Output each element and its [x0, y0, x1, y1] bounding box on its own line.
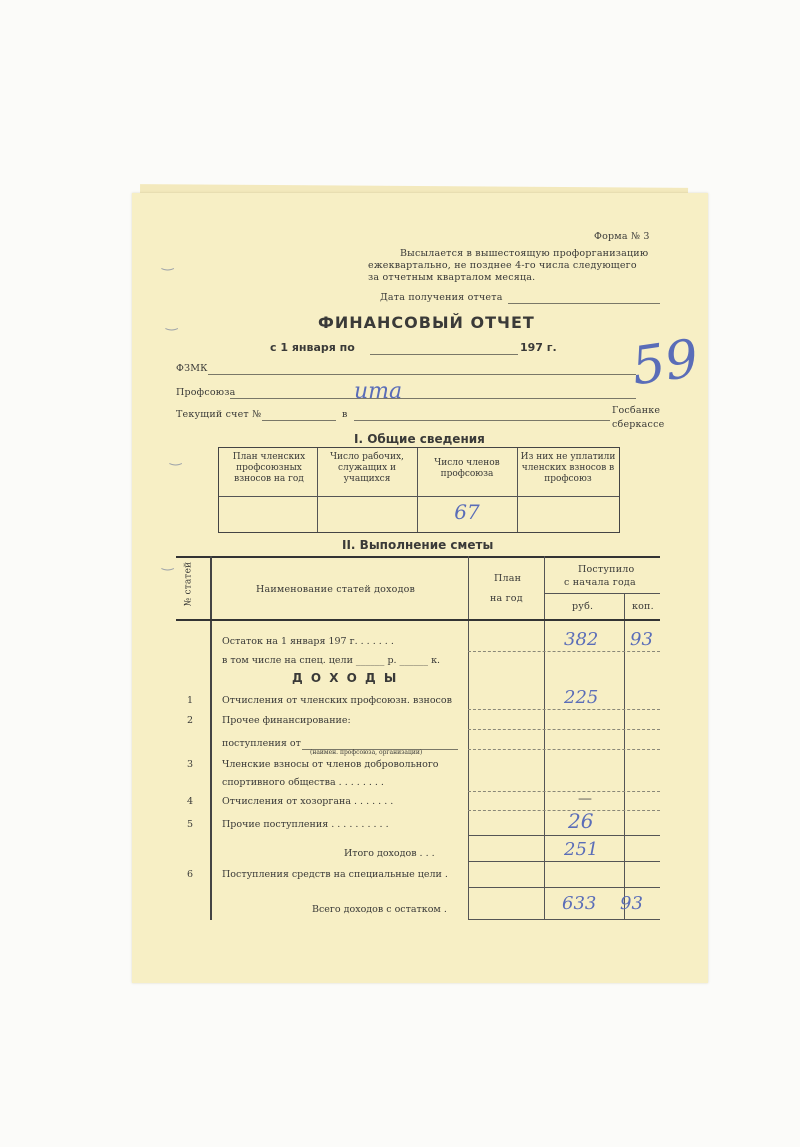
row-1-num: 1 [187, 695, 194, 706]
row-rule [468, 749, 660, 750]
row-subtotal: Итого доходов . . . [344, 848, 435, 859]
s2-col-plan-2: на год [490, 593, 523, 604]
s2-subheader-line [544, 593, 660, 594]
binder-hole-mark: ‿ [162, 555, 174, 571]
row-5: Прочие поступления . . . . . . . . . . [222, 819, 389, 830]
row-rule [468, 651, 660, 652]
row-rule [468, 861, 660, 862]
section2-title: II. Выполнение сметы [342, 538, 494, 552]
corner-handwritten-mark: 59 [628, 328, 703, 398]
row-1-rub: 225 [564, 687, 599, 708]
row-balance-rub: 382 [564, 629, 599, 650]
section1-table [218, 447, 620, 533]
binder-hole-mark: ‿ [170, 450, 182, 466]
row-3: Членские взносы от членов добровольного [222, 759, 439, 770]
s1-header-members: Число членов профсоюза [434, 458, 500, 479]
account-in: в [342, 409, 348, 420]
s2-num-col [210, 556, 212, 920]
row-total-kop: 93 [620, 893, 643, 914]
fzmk-line [208, 374, 636, 375]
union-label: Профсоюза [176, 387, 236, 398]
row-rule [468, 835, 660, 836]
row-3-num: 3 [187, 759, 194, 770]
row-6-num: 6 [187, 869, 194, 880]
s2-col-num: № статей [183, 561, 194, 607]
s1-value-members: 67 [454, 500, 480, 524]
s1-header-unpaid: Из них не уплатили членских взносов в профсоюз [520, 452, 616, 484]
row-rule [468, 887, 660, 888]
row-2: Прочее финансирование: [222, 715, 351, 726]
bank-label-2: сберкассе [612, 419, 665, 430]
s1-col-divider-1 [317, 448, 318, 532]
row-special: в том числе на спец. цели ______ р. ______ к. [222, 655, 441, 666]
row-5-rub: 26 [568, 809, 594, 833]
s2-col-kop: коп. [632, 601, 654, 612]
instruction-line-1: Высылается в вышестоящую профорганизацию [400, 248, 649, 259]
period-year: 197 г. [520, 341, 557, 354]
row-total: Всего доходов с остатком . [312, 904, 447, 915]
row-2-num: 2 [187, 715, 194, 726]
period-from: с 1 января по [270, 341, 355, 354]
s1-header-plan: План членских профсоюзных взносов на год [232, 452, 306, 484]
instruction-line-3: за отчетным кварталом месяца. [368, 272, 536, 283]
section1-title: I. Общие сведения [354, 432, 485, 446]
s2-col-plan-1: План [494, 573, 522, 584]
binder-hole-mark: ‿ [162, 255, 174, 271]
row-rule [468, 791, 660, 792]
form-number: Форма № 3 [594, 231, 650, 242]
s2-col-received-2: с начала года [564, 577, 636, 588]
account-label: Текущий счет № [176, 409, 262, 420]
s2-top-border [176, 556, 660, 558]
row-3-cont: спортивного общества . . . . . . . . [222, 777, 384, 788]
row-2-source: поступления от [222, 738, 301, 749]
report-title: ФИНАНСОВЫЙ ОТЧЕТ [318, 313, 535, 332]
row-5-num: 5 [187, 819, 194, 830]
fzmk-label: ФЗМК [176, 363, 208, 374]
row-rule [468, 729, 660, 730]
s1-header-divider [219, 496, 619, 497]
receipt-date-line [508, 303, 660, 304]
account-number-line [262, 420, 336, 421]
row-6: Поступления средств на специальные цели . [222, 869, 448, 880]
receipt-date-label: Дата получения отчета [380, 292, 503, 303]
s2-plan-col [468, 556, 469, 920]
row-4-num: 4 [187, 796, 194, 807]
row-1: Отчисления от членских профсоюзн. взносов [222, 695, 452, 706]
s1-col-divider-2 [417, 448, 418, 532]
row-4-rub: — [578, 791, 592, 807]
binder-hole-mark: ‿ [166, 315, 178, 331]
row-subtotal-rub: 251 [564, 839, 599, 860]
row-income-heading: Д О Х О Д Ы [292, 671, 399, 685]
row-rule [468, 919, 660, 920]
s2-received-col [544, 556, 545, 920]
row-rule [468, 810, 660, 811]
s2-col-rub: руб. [572, 601, 594, 612]
union-handwritten: ита [354, 379, 403, 404]
financial-report-form [132, 193, 708, 983]
s2-col-name: Наименование статей доходов [256, 584, 416, 595]
row-balance-kop: 93 [630, 629, 653, 650]
s2-kop-col [624, 593, 625, 920]
row-balance: Остаток на 1 января 197 г. . . . . . . [222, 636, 394, 647]
s2-col-received-1: Поступило [578, 564, 635, 575]
s2-header-bottom [176, 619, 660, 621]
s1-header-workers: Число рабочих, служащих и учащихся [330, 452, 404, 484]
row-4: Отчисления от хозоргана . . . . . . . [222, 796, 394, 807]
row-2-source-hint: (наимен. профсоюза, организации) [310, 749, 423, 756]
instruction-line-2: ежеквартально, не позднее 4-го числа следующего [368, 260, 637, 271]
bank-name-line [354, 420, 610, 421]
period-date-line [370, 354, 518, 355]
bank-label-1: Госбанке [612, 405, 661, 416]
s1-col-divider-3 [517, 448, 518, 532]
row-total-rub: 633 [562, 893, 597, 914]
union-line [230, 398, 636, 399]
row-rule [468, 709, 660, 710]
